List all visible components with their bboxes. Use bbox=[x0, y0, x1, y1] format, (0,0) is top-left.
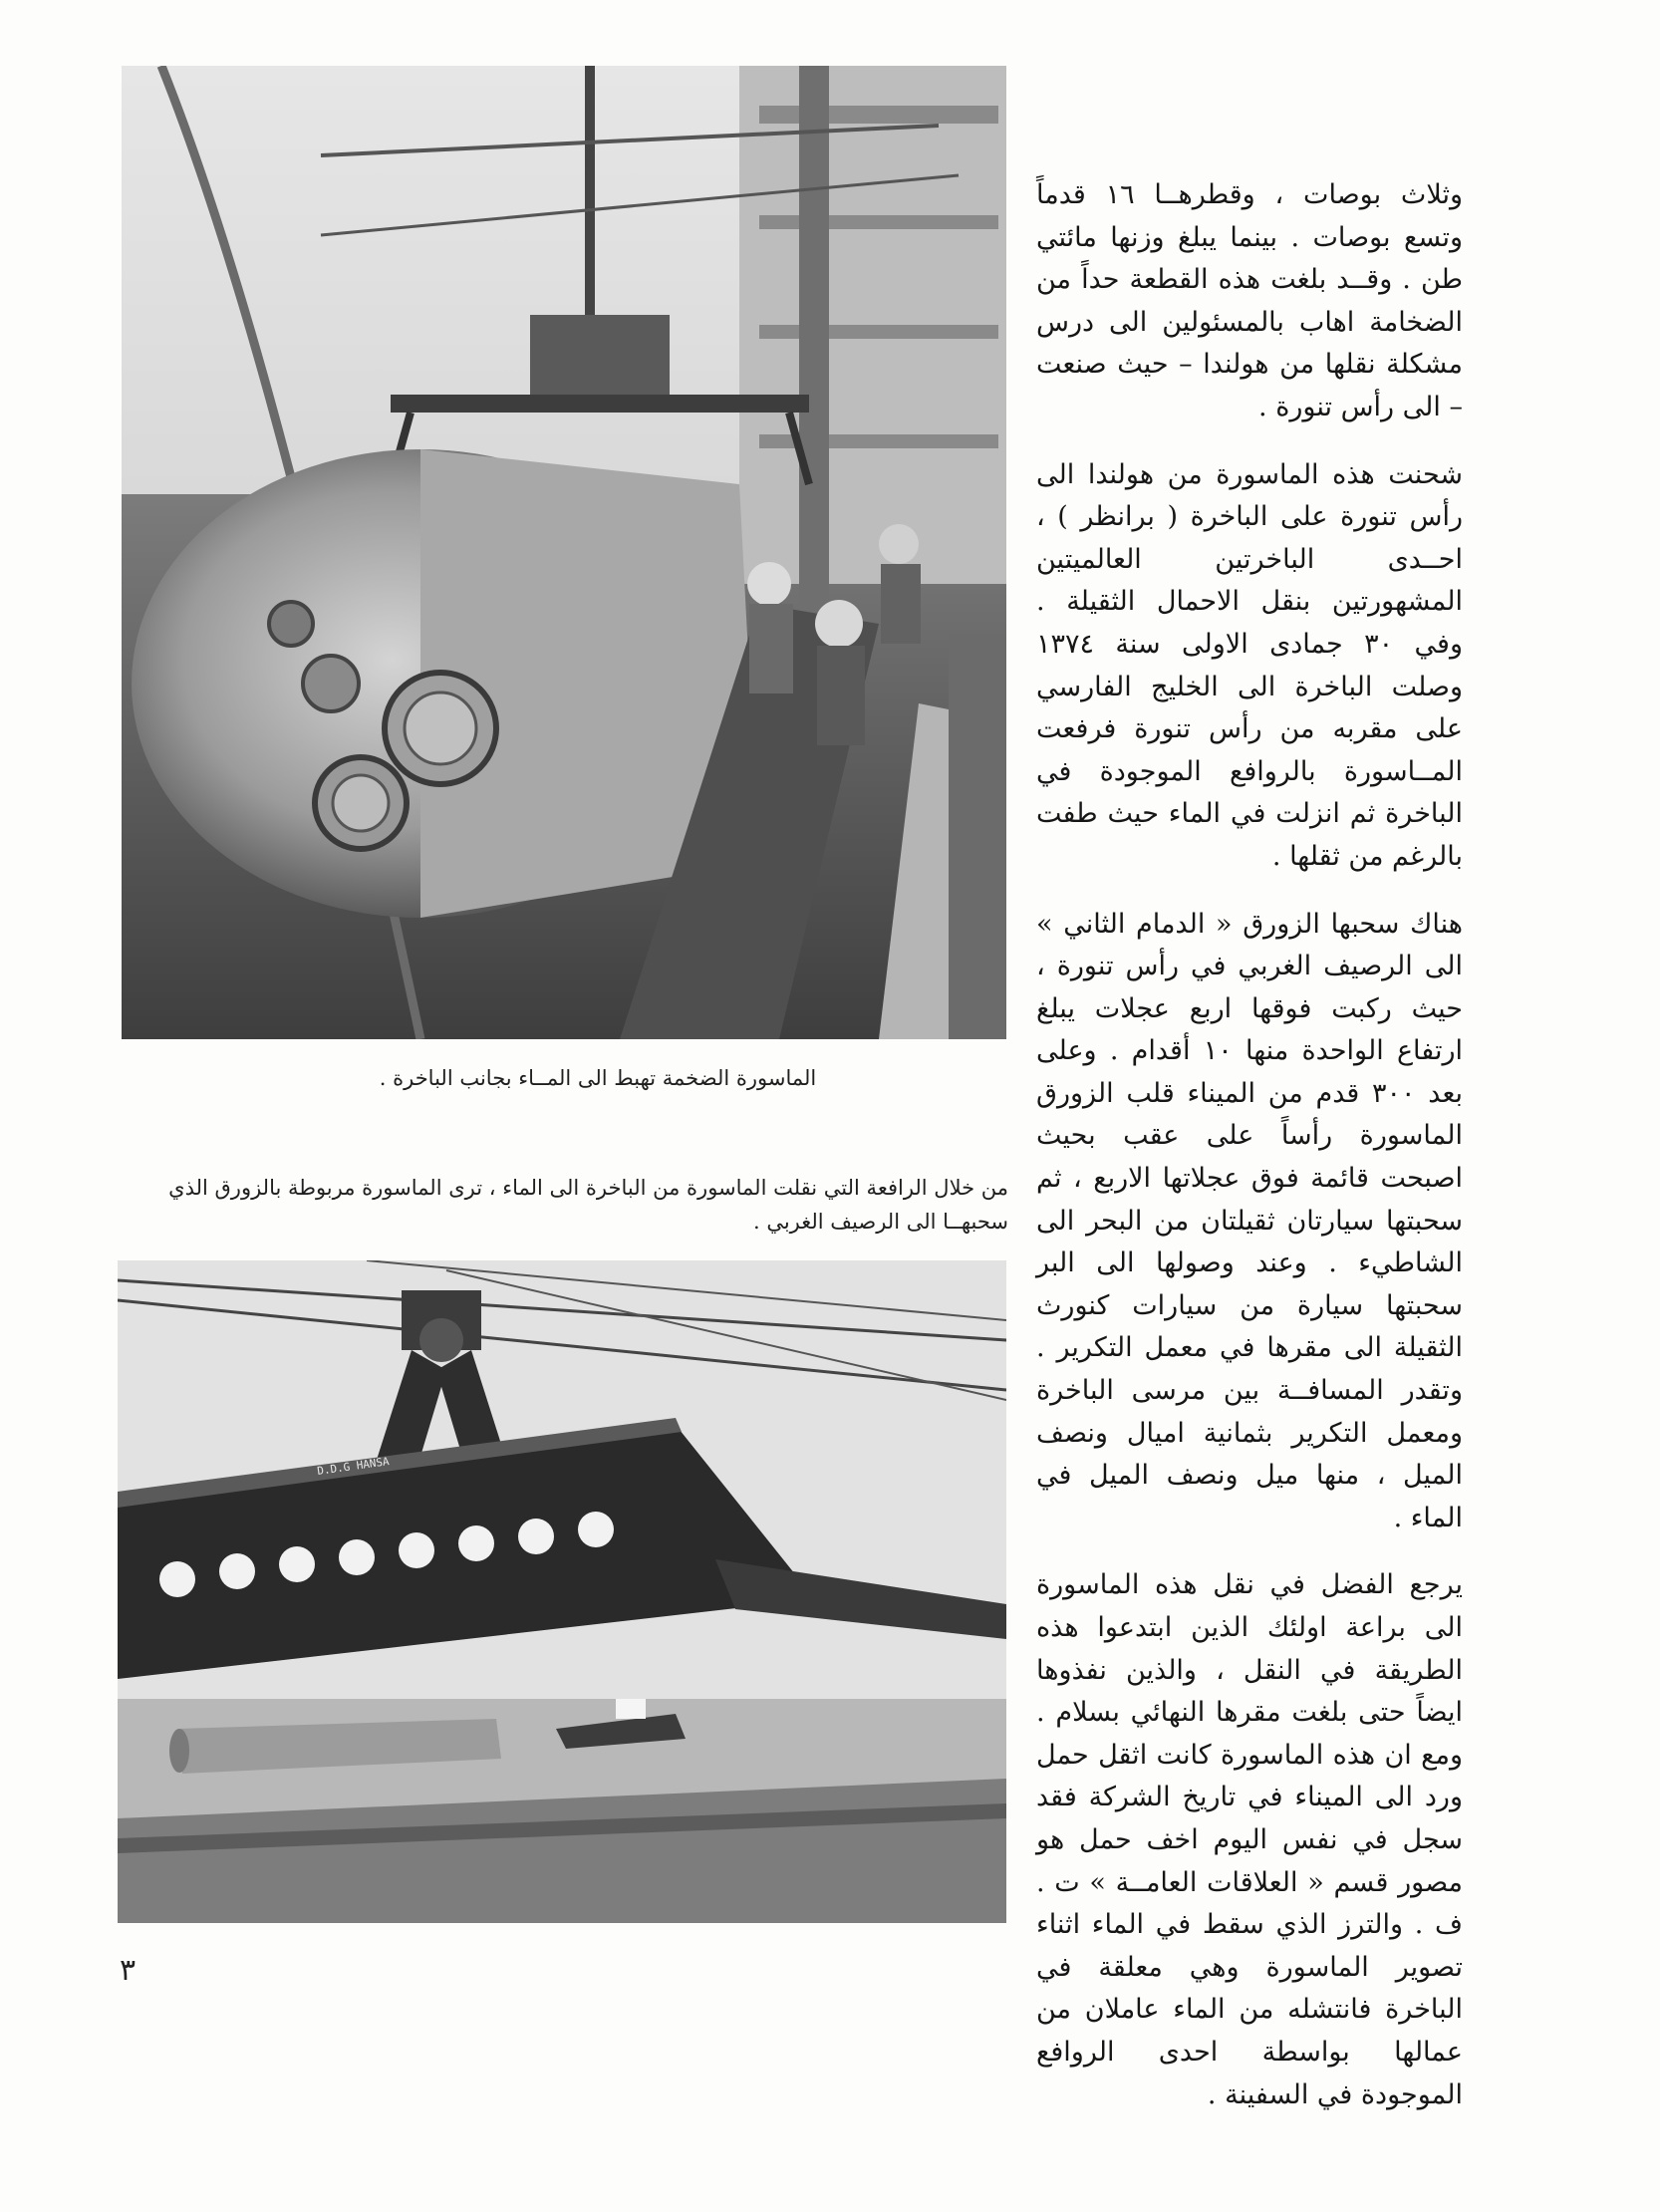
photo-caption-bottom: من خلال الرافعة التي نقلت الماسورة من الباخرة الى الماء ، ترى الماسورة مربوطة بالزورق الذي سحبهــا الى الرصيف الغربي . bbox=[168, 1176, 1008, 1234]
photo-pipe-lowering bbox=[122, 66, 1006, 1039]
article-paragraph-3: هناك سحبها الزورق « الدمام الثاني » الى الرصيف الغربي في رأس تنورة ، حيث ركبت فوقها اربع عجلات يبلغ ارتفاع الواحدة منها ١٠ أقدام . وعلى بعد ٣٠٠ قدم من الميناء قلب الزورق الماسورة رأساً على عقب بحيث اصبحت قائمة فوق عجلاتها الاربع ، ثم سحبتها سيارتان ثقيلتان من البحر الى الشاطيء . وعند وصولها الى البر سحبتها سيارة من سيارات كنورث الثقيلة الى مقرها في معمل التكرير . وتقدر المسافــة بين مرسى الباخرة ومعمل التكرير بثمانية اميال ونصف الميل ، منها ميل ونصف الميل في الماء . bbox=[1036, 908, 1463, 1533]
photo-crane-beam bbox=[118, 1260, 1006, 1923]
photo-caption-top: الماسورة الضخمة تهبط الى المــاء بجانب الباخرة . bbox=[379, 1066, 817, 1090]
photo-pipe-lowering-image bbox=[122, 66, 1006, 1039]
beam-lettering: D.D.G HANSA bbox=[316, 1454, 391, 1479]
photo-crane-beam-image bbox=[118, 1260, 1006, 1923]
article-paragraph-2: شحنت هذه الماسورة من هولندا الى رأس تنورة على الباخرة ( برانظر ) ، احــدى الباخرتين العالميتين المشهورتين بنقل الاحمال الثقيلة . وفي ٣٠ جمادى الاولى سنة ١٣٧٤ وصلت الباخرة الى الخليج الفارسي على مقربه من رأس تنورة فرفعت المــاسورة بالروافع الموجودة في الباخرة ثم انزلت في الماء حيث طفت بالرغم من ثقلها . bbox=[1036, 458, 1463, 872]
page-number: ٣ bbox=[120, 1953, 137, 1988]
article-text-column bbox=[1036, 174, 1463, 2141]
article-paragraph-1: وثلاث بوصات ، وقطرهــا ١٦ قدماً وتسع بوصات . بينما يبلغ وزنها مائتي طن . وقــد بلغت هذه القطعة حداً من الضخامة اهاب بالمسئولين الى درس مشكلة نقلها من هولندا – حيث صنعت – الى رأس تنورة . bbox=[1036, 179, 1463, 422]
article-paragraph-4: يرجع الفضل في نقل هذه الماسورة الى براعة اولئك الذين ابتدعوا هذه الطريقة في النقل ، والذين نفذوها ايضاً حتى بلغت مقرها النهائي بسلام . ومع ان هذه الماسورة كانت اثقل حمل ورد الى الميناء في تاريخ الشركة فقد سجل في نفس اليوم اخف حمل هو مصور قسم « العلاقات العامــة » ت . ف . والترز الذي سقط في الماء اثناء تصوير الماسورة وهي معلقة في الباخرة فانتشله من الماء عاملان من عمالها بواسطة احدى الروافع الموجودة في السفينة . bbox=[1036, 1569, 1463, 2110]
